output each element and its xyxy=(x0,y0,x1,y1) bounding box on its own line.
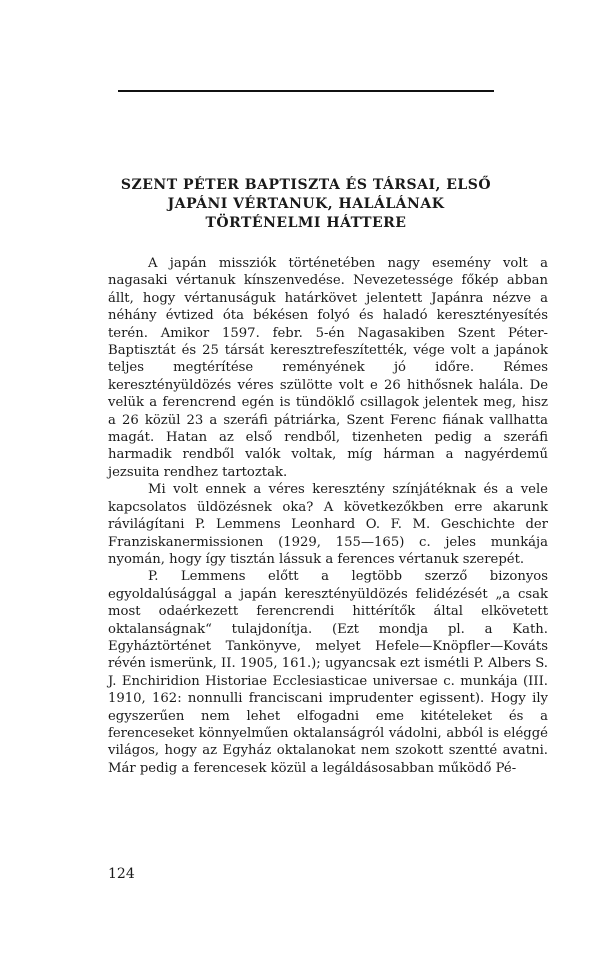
page-number: 124 xyxy=(108,866,135,882)
paragraph-2: Mi volt ennek a véres keresztény színjátéknak és a vele kapcsolatos üldözésnek oka? A következőkben erre akarunk rávilágítani P. Lemmens Leonhard O. F. M. Geschichte der Franziskanermissionen (1929, 155—165) c. jeles munkája nyomán, hogy így tisztán lássuk a ferences vértanuk szerepét. xyxy=(108,482,548,567)
heading-line-2: JAPÁNI VÉRTANUK, HALÁLÁNAK xyxy=(167,196,445,212)
heading-line-3: TÖRTÉNELMI HÁTTERE xyxy=(205,215,407,231)
top-rule xyxy=(118,90,494,92)
heading-line-1: SZENT PÉTER BAPTISZTA ÉS TÁRSAI, ELSŐ xyxy=(120,177,492,193)
chapter-heading xyxy=(100,176,512,233)
body-text xyxy=(108,255,548,777)
paragraph-3: P. Lemmens előtt a legtöbb szerző bizonyos egyoldalúsággal a japán keresztényüldözés felidézését „a csak most odaérkezett ferencrendi hittérítők által elkövetett oktalanságnak“ tulajdonítja. (Ezt mondja pl. a Kath. Egyháztörténet Tankönyve, melyet Hefele—Knöpfler—Kováts révén ismerünk, II. 1905, 161.); ugyancsak ezt ismétli P. Albers S. J. Enchiridion Historiae Ecclesiasticae universae c. munkája (III. 1910, 162: nonnulli franciscani imprudenter egissent). Hogy ily egyszerűen nem lehet elfogadni eme kitételeket és a ferenceseket könnyelműen oktalanságról vádolni, abból is eléggé világos, hogy az Egyház oktalanokat nem szokott szentté avatni. Már pedig a ferencesek közül a legáldásosabban működő Pé- xyxy=(108,569,548,776)
paragraph-1: A japán missziók történetében nagy esemény volt a nagasaki vértanuk kínszenvedése. Nevezetessége főkép abban állt, hogy vértanuságuk határkövet jelentett Japánra nézve a néhány évtized óta békésen folyó és haladó keresztényesítés terén. Amikor 1597. febr. 5-én Nagasakiben Szent Péter-Baptisztát és 25 társát keresztrefeszítették, vége volt a japánok teljes megtérítése reményének jó időre. Rémes keresztényüldözés véres szülötte volt e 26 hithősnek halála. De velük a ferencrend egén is tündöklő csillagok jelentek meg, hisz a 26 közül 23 a szeráfi pátriárka, Szent Ferenc fiának vallhatta magát. Hatan az első rendből, tizenheten pedig a szeráfi harmadik rendből valók voltak, míg hárman a nagyérdemű jezsuita rendhez tartoztak. xyxy=(108,256,548,480)
